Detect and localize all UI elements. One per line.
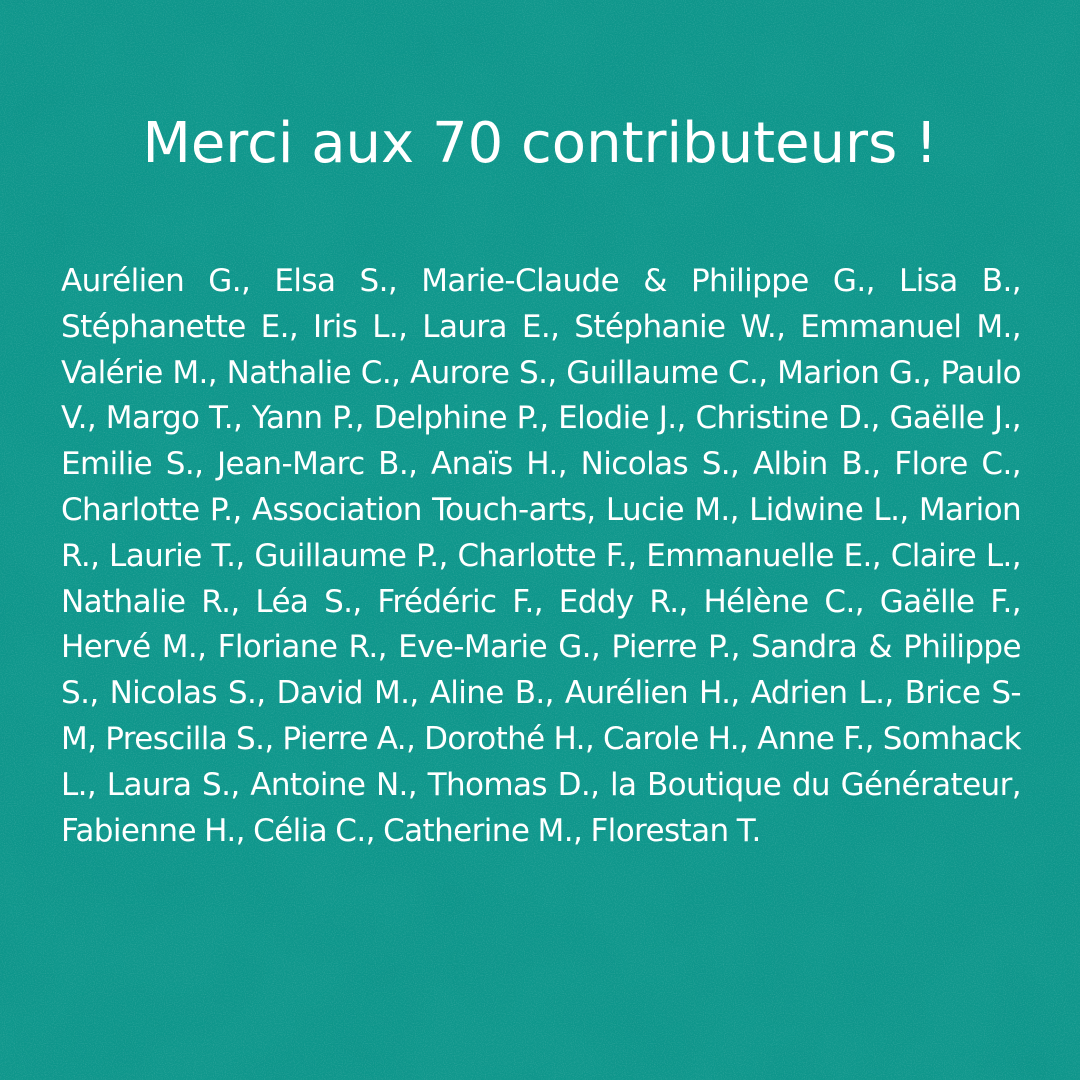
page-title: Merci aux 70 contributeurs ! (142, 111, 938, 176)
contributors-list: Aurélien G., Elsa S., Marie-Claude & Philippe G., Lisa B., Stéphanette E., Iris L., Laura E., Stéphanie W., Emmanuel M., Valérie M., Nathalie C., Aurore S., Guillaume C., Marion G., Paulo V., Margo T., Yann P., Delphine P., Elodie J., Christine D., Gaëlle J., Emilie S., Jean-Marc B., Anaïs H., Nicolas S., Albin B., Flore C., Charlotte P., Association Touch-arts, Lucie M., Lidwine L., Marion R., Laurie T., Guillaume P., Charlotte F., Emmanuelle E., Claire L., Nathalie R., Léa S., Frédéric F., Eddy R., Hélène C., Gaëlle F., Hervé M., Floriane R., Eve-Marie G., Pierre P., Sandra & Philippe S., Nicolas S., David M., Aline B., Aurélien H., Adrien L., Brice S-M, Prescilla S., Pierre A., Dorothé H., Carole H., Anne F., Somhack L., Laura S., Antoine N., Thomas D., la Boutique du Générateur, Fabienne H., Célia C., Catherine M., Florestan T. (61, 263, 1021, 849)
